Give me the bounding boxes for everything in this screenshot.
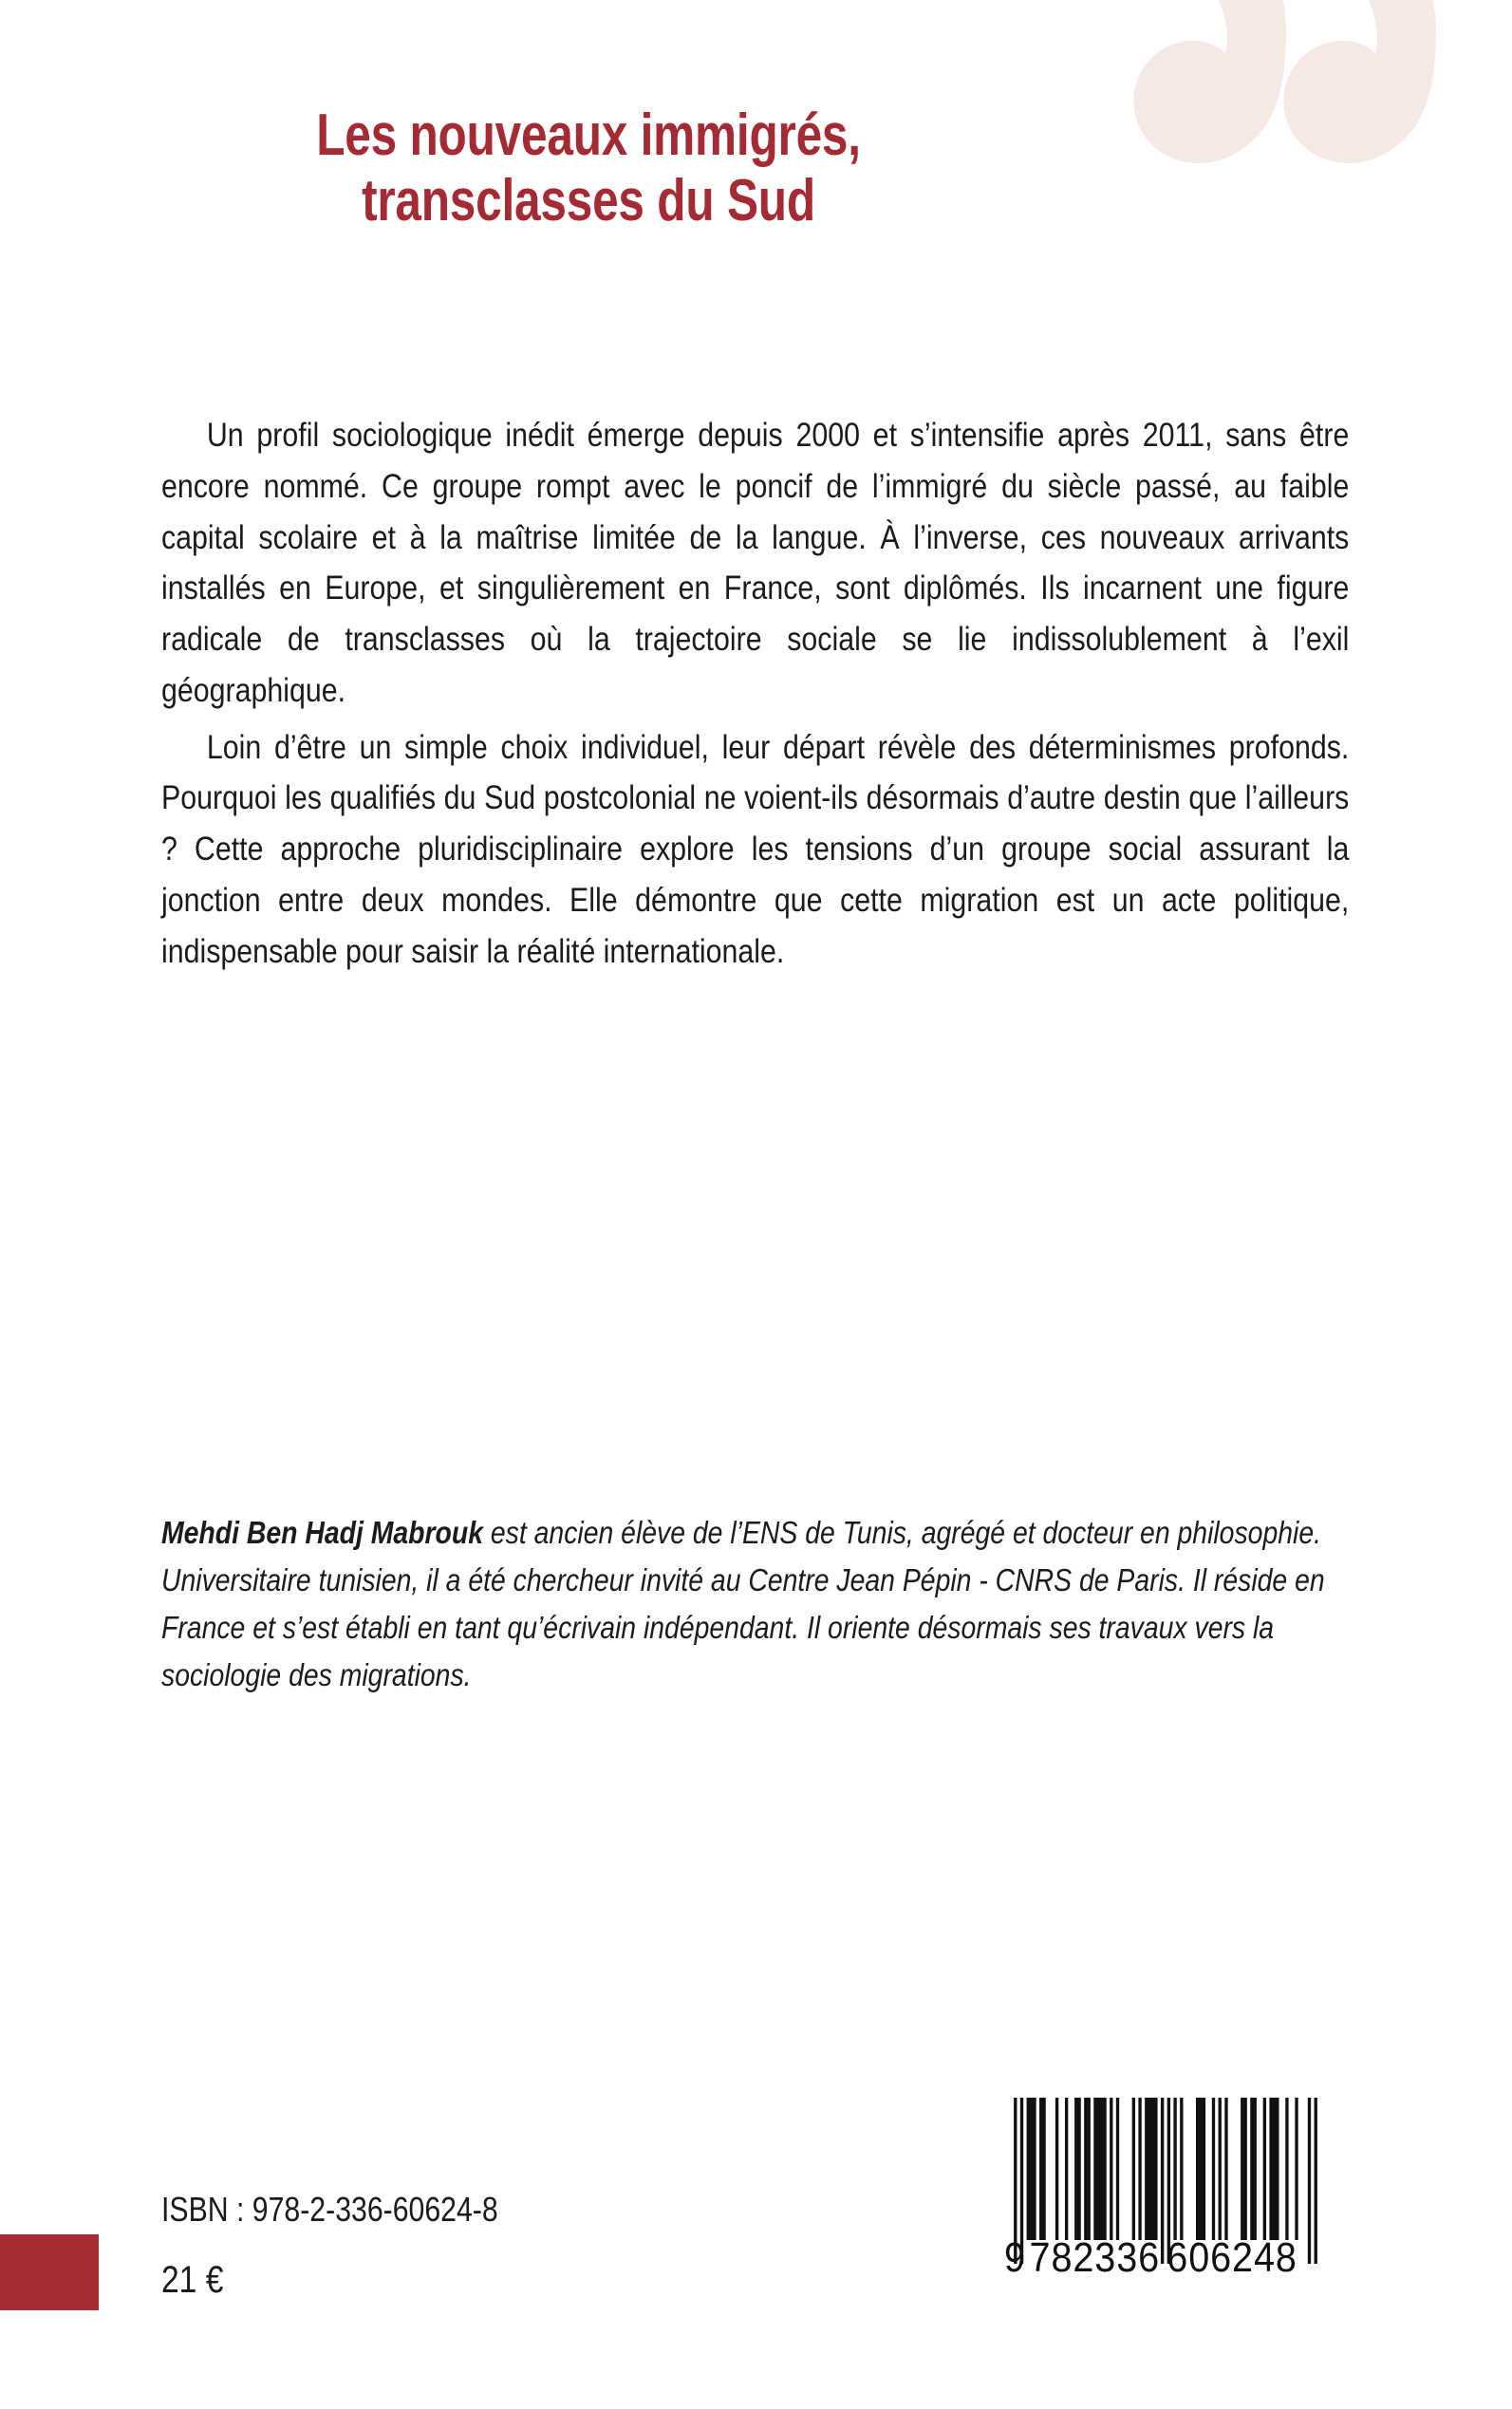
book-title-line-2: transclasses du Sud [362,168,815,234]
isbn-text: ISBN : 978-2-336-60624-8 [161,2190,498,2229]
publication-meta [161,2190,562,2301]
publisher-color-block [0,2234,99,2310]
barcode [1004,2098,1327,2279]
author-biography [161,1509,1350,1700]
barcode-digits [1004,2234,1297,2281]
book-title [118,103,1059,234]
book-title-line-1: Les nouveaux immigrés, [316,103,861,168]
author-biography-text: est ancien élève de l’ENS de Tunis, agrégé et docteur en philosophie. Universitaire tunisien, il a été chercheur invité au Centre Jean Pépin - CNRS de Paris. Il réside en France et s’est établi en tant qu’écrivain indépendant. Il oriente désormais ses travaux vers la sociologie des migrations. [161,1515,1325,1693]
blurb-text [161,410,1350,978]
barcode-left-group: 782336 [1029,2234,1161,2281]
author-name: Mehdi Ben Hadj Mabrouk [161,1515,484,1550]
price-text: 21 € [161,2259,224,2301]
barcode-lead-digit: 9 [1004,2234,1026,2281]
author-biography-paragraph [161,1509,1349,1700]
double-quotation-mark-icon [1125,0,1438,217]
blurb-paragraph-2: Loin d’être un simple choix individuel, leur départ révèle des déterminismes profonds. Pourquoi les qualifiés du Sud postcolonial ne voient-ils désormais d’autre destin que l’ailleurs ? Cette approche pluridisciplinaire explore les tensions d’un groupe social assurant la jonction entre deux mondes. Elle démontre que cette migration est un acte politique, indispensable pour saisir la réalité internationale. [161,727,1350,970]
barcode-right-group: 606248 [1167,2234,1297,2281]
blurb-paragraph-1: Un profil sociologique inédit émerge depuis 2000 et s’intensifie après 2011, sans être encore nommé. Ce groupe rompt avec le poncif de l’immigré du siècle passé, au faible capital scolaire et à la maîtrise limitée de la langue. À l’inverse, ces nouveaux arrivants installés en Europe, et singulièrement en France, sont diplômés. Ils incarnent une figure radicale de transclasses où la trajectoire sociale se lie indissolublement à l’exil géographique. [161,416,1350,709]
